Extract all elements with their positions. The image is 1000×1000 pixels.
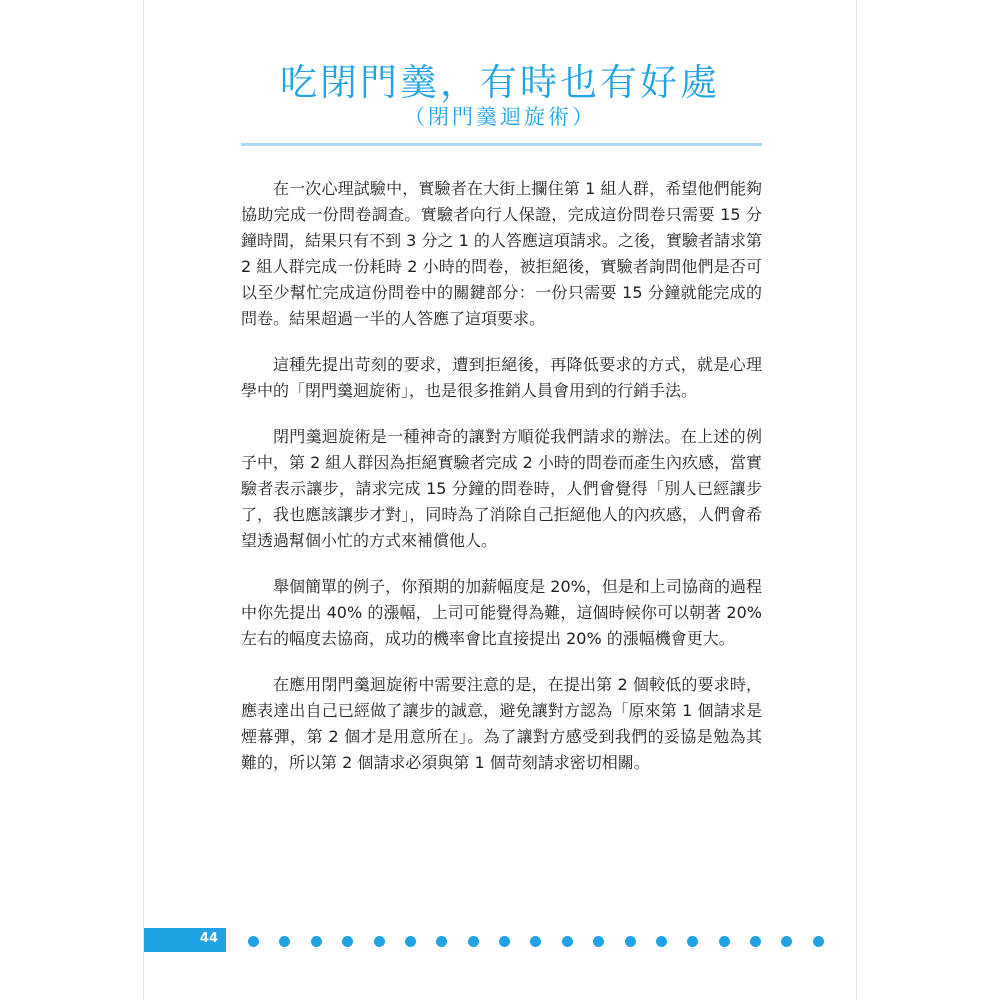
- paragraph-2: 這種先提出苛刻的要求，遭到拒絕後，再降低要求的方式，就是心理學中的「閉門羹迴旋術」，也是很多推銷人員會用到的行銷手法。: [241, 355, 762, 400]
- paragraph-5: 在應用閉門羹迴旋術中需要注意的是，在提出第 2 個較低的要求時，應表達出自己已經做了讓步的誠意，避免讓對方認為「原來第 1 個請求是煙幕彈，第 2 個才是用意所在」。為了讓對方感受到我們的妥協是勉為其難的，所以第 2 個請求必須與第 1 個苛刻請求密切相關。: [241, 675, 762, 772]
- dot-icon: [625, 936, 636, 947]
- dot-icon: [374, 936, 385, 947]
- dot-icon: [530, 936, 541, 947]
- dot-icon: [342, 936, 353, 947]
- decorative-dot-row: [248, 935, 824, 947]
- dot-icon: [279, 936, 290, 947]
- paragraph-4: 舉個簡單的例子，你預期的加薪幅度是 20%，但是和上司協商的過程中你先提出 40% 的漲幅，上司可能覺得為難，這個時候你可以朝著 20% 左右的幅度去協商，成功的機率會比直接提出 20% 的漲幅機會更大。: [241, 577, 762, 648]
- dot-icon: [436, 936, 447, 947]
- dot-icon: [405, 936, 416, 947]
- book-page: [143, 0, 857, 1000]
- dot-icon: [813, 936, 824, 947]
- title-divider: [241, 143, 762, 146]
- page-subtitle: （閉門羹迴旋術）: [404, 105, 596, 129]
- paragraph-1: 在一次心理試驗中，實驗者在大街上攔住第 1 組人群，希望他們能夠協助完成一份問卷調查。實驗者向行人保證，完成這份問卷只需要 15 分鐘時間，結果只有不到 3 分之 1 的人答應這項請求。之後，實驗者請求第 2 組人群完成一份耗時 2 小時的問卷，被拒絕後，實驗者詢問他們是否可以至少幫忙完成這份問卷中的關鍵部分：一份只需要 15 分鐘就能完成的問卷。結果超過一半的人答應了這項要求。: [241, 179, 762, 328]
- dot-icon: [499, 936, 510, 947]
- dot-icon: [781, 936, 792, 947]
- dot-icon: [311, 936, 322, 947]
- dot-icon: [248, 936, 259, 947]
- page-title: 吃閉門羹，有時也有好處: [280, 61, 720, 104]
- body-text: [241, 176, 762, 796]
- dot-icon: [562, 936, 573, 947]
- dot-icon: [656, 936, 667, 947]
- page-number-tab: [144, 928, 226, 952]
- dot-icon: [719, 936, 730, 947]
- paragraph-3: 閉門羹迴旋術是一種神奇的讓對方順從我們請求的辦法。在上述的例子中，第 2 組人群因為拒絕實驗者完成 2 小時的問卷而產生內疚感，當實驗者表示讓步，請求完成 15 分鐘的問卷時，人們會覺得「別人已經讓步了，我也應該讓步才對」，同時為了消除自己拒絕他人的內疚感，人們會希望透過幫個小忙的方式來補償他人。: [241, 427, 762, 550]
- dot-icon: [750, 936, 761, 947]
- dot-icon: [468, 936, 479, 947]
- dot-icon: [593, 936, 604, 947]
- dot-icon: [687, 936, 698, 947]
- page-number: 44: [199, 931, 218, 946]
